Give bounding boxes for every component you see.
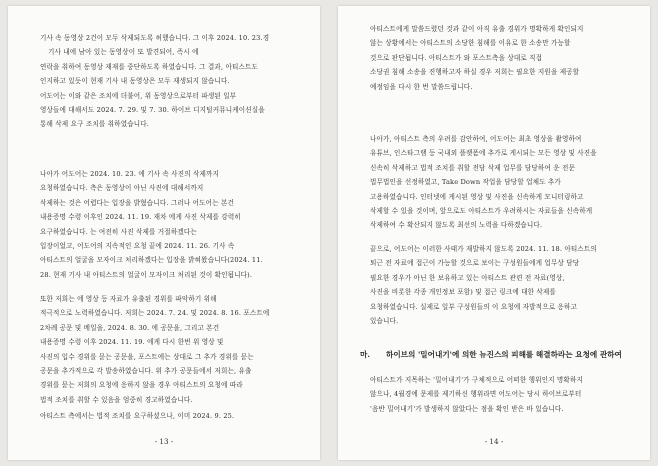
section-number: 마. (360, 350, 370, 359)
section-title: 하이브의 '밀어내기'에 의한 뉴진스의 피해를 해결하라는 요청에 관하여 (386, 350, 622, 359)
document-page-13 (8, 6, 320, 460)
paragraph (40, 167, 298, 282)
text-line: 요구하였습니다. 는 여전히 사진 삭제를 거절하겠다는 (40, 227, 197, 236)
text-line: 기사 속 동영상 2건이 모두 삭제되도록 허했습니다. 그 이후 2024. 10. 23.경 (40, 34, 270, 42)
text-line: 경위를 묻는 저희의 요청에 응하지 않을 경우 아티스트의 요청에 따라 (40, 381, 243, 390)
text-line: 유튜브, 인스타그램 등 국내외 플랫폼에 추가로 게시되는 모든 영상 및 사진을 (370, 149, 597, 158)
text-line: 법무법인을 선정하였고, Take Down 작업을 담당할 업체도 추가 (370, 178, 561, 187)
text-line: 있습니다. (370, 317, 399, 326)
text-line: 사진을 비롯한 각종 개인정보 포함) 및 접근 링크에 대한 삭제를 (370, 288, 556, 297)
paragraph (40, 409, 298, 423)
text-line: 신속히 삭제하고 법적 조치를 취할 전담 삭제 업무를 담당하여 운 전문 (370, 163, 576, 172)
text-line: 필요한 경우가 아닌 한 보유하고 있는 아티스트 관련 전 자료(영상, (370, 273, 565, 282)
section-heading (360, 349, 622, 360)
text-line: 기사 내에 남아 있는 동영상이 또 발견되어, 즉시 에 (48, 48, 199, 57)
paragraph (370, 373, 628, 416)
text-line: 2차례 공문 및 메일을, 2024. 8. 30. 에 공문을, 그리고 본건 (40, 323, 220, 332)
text-line: 것으로 판단됩니다. 아티스트가 와 포스트측을 상대로 직접 (370, 53, 543, 62)
text-line: 사진의 입수 경위를 묻는 공문을, 포스트에는 상대로 그 추가 경위를 묻는 (40, 352, 254, 361)
text-line: 삭제하여 수 확산되지 않도록 최선의 노력을 다하겠습니다. (370, 221, 543, 230)
text-line: 아티스트 측에서는 법적 조치를 요구하셨으나, 이미 2024. 9. 25. (40, 412, 235, 420)
paragraph (370, 22, 628, 94)
paragraph (370, 132, 628, 233)
text-line: 아티스트에게 말씀드렸던 것과 같이 아직 유출 경위가 명확하게 확인되지 (370, 25, 584, 33)
paragraph (40, 31, 298, 132)
text-line: 소당권 침해 소송을 진행하고자 하실 경우 저희는 필요한 지원을 제공할 (370, 68, 580, 77)
text-line: 삭제할 수 있을 것이며, 앞으로도 아티스트가 우려하시는 자료들을 신속하게 (370, 207, 593, 216)
document-page-14 (338, 6, 650, 460)
text-line: 요청하였습니다. 측은 동영상이 아닌 사진에 대해서까지 (40, 184, 204, 193)
text-line: 28. 현재 기사 내 아티스트의 얼굴이 모자이크 처리된 것이 확인됩니다). (40, 270, 253, 279)
paragraph (370, 242, 628, 328)
text-line: 않으나, 4월경에 문제를 제기하신 행위라면 어도어는 당시 하이브로부터 (370, 390, 582, 399)
text-line: 고용하였습니다. 인터넷에 게시된 영상 및 사진을 신속하게 모니터링하고 (370, 192, 584, 201)
text-line: 내용증명 수령 이후 2024. 11. 19. 에게 다시 한번 위 영상 및 (40, 338, 224, 347)
text-line: 퇴근 전 자료에 접근이 가능할 것으로 보이는 구성원들에게 업무상 담당 (370, 259, 580, 268)
text-line: 영상들에 대해서도 2024. 7. 29. 및 7. 30. 하이브 디지털커뮤니케이션실을 (40, 106, 265, 115)
text-line: 예정임을 다시 한 번 말씀드립니다. (370, 82, 473, 91)
text-line: 않는 상황에서는 아티스트의 소당한 침해를 이유로 한 소송만 가능할 (370, 39, 571, 48)
text-line: 요청하였습니다. 실제로 일부 구성원들의 이 요청에 자발적으로 응하고 (370, 302, 578, 311)
page-number: - 13 - (154, 437, 174, 446)
text-line: 연락을 취하여 동영상 재재를 중단하도록 하였습니다. 그 결과, 아티스트도 (40, 62, 259, 71)
text-line: 내용증명 수령 이후인 2024. 11. 19. 재차 에게 사진 삭제를 강력히 (40, 213, 241, 222)
text-line: 끝으로, 어도어는 이러한 사태가 재발하지 않도록 2024. 11. 18. 아티스트의 (370, 245, 597, 253)
text-line: 아티스트가 지목하는 '밀어내기'가 구체적으로 어떠한 행위인지 명확하지 (370, 376, 583, 384)
text-line: 아티스트의 얼굴을 모자이크 처리하겠다는 입장을 밝혀왔습니다(2024. 11. (40, 256, 263, 265)
text-line: 법적 조치를 취할 수 있음을 엄중히 경고하였습니다. (40, 395, 193, 404)
text-line: 인지하고 있듯이 현재 기사 내 동영상은 모두 재생되지 않습니다. (40, 77, 230, 86)
text-line: 적극적으로 노력하였습니다. 저희는 2024. 7. 24. 및 2024. 8. 16. 포스트에 (40, 309, 270, 318)
text-line: '음반 밀어내기'가 발생하지 않았다는 점을 확인 받은 바 있습니다. (370, 404, 564, 413)
text-line: 공문을 추가적으로 각 발송하였습니다. 위 추가 공문들에서 저희는, 유출 (40, 367, 252, 376)
page-number: - 14 - (484, 437, 504, 446)
text-line: 삭제하는 것은 어렵다는 입장을 밝혔습니다. 그러나 어도어는 본건 (40, 198, 234, 207)
text-line: 어도어는 이와 같은 조치에 더불어, 위 동영상으로부터 파생된 일부 (40, 91, 237, 100)
text-line: 통해 삭제 요구 조치를 취하였습니다. (40, 120, 150, 129)
text-line: 나아가 어도어는 2024. 10. 23. 에 기사 속 사진의 삭제까지 (40, 170, 220, 178)
text-line: 입장이었고, 어도어의 지속적인 요청 끝에 2024. 11. 26. 기사 속 (40, 242, 235, 251)
text-line: 또한 저희는 에 영상 등 자료가 유출된 경위를 파악하기 위해 (40, 295, 217, 303)
text-line: 나아가, 아티스트 측의 우려를 감안하여, 어도어는 최초 영상을 촬영하여 (370, 135, 582, 143)
paragraph (40, 292, 298, 407)
